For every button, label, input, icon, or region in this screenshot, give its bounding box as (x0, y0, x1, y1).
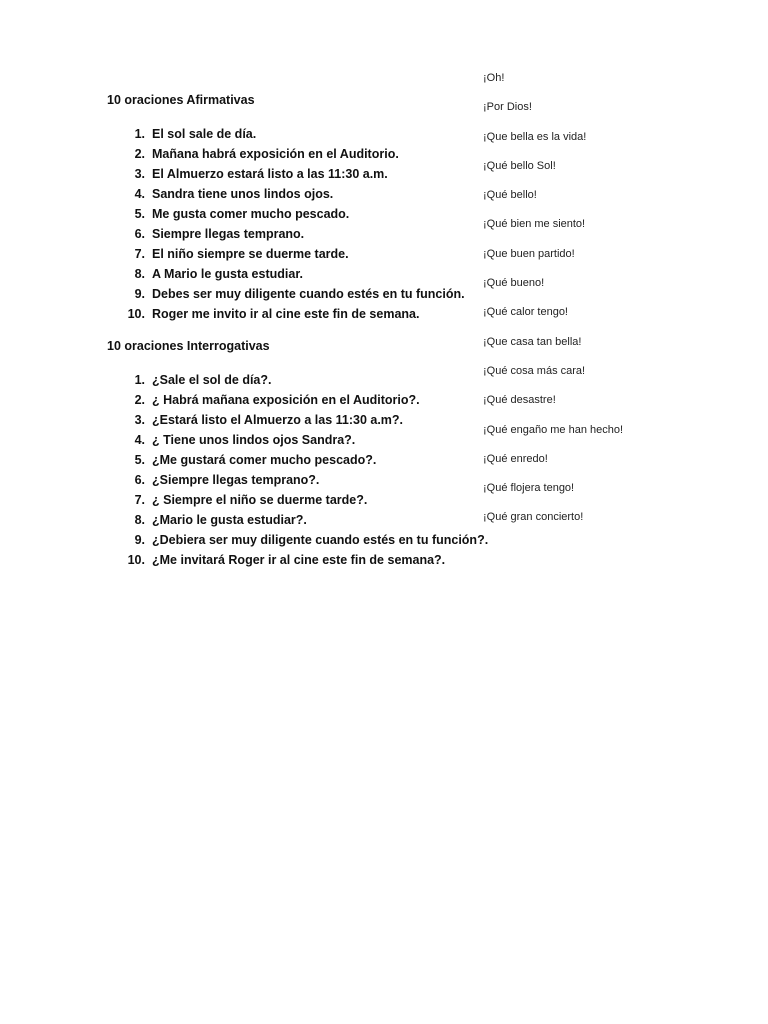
item-text: El niño siempre se duerme tarde. (152, 247, 349, 261)
item-number: 7. (134, 247, 145, 261)
list-item (107, 204, 465, 224)
exclamation-item: ¡Qué gran concierto! (483, 511, 584, 524)
list-item (107, 244, 465, 264)
item-number: 5. (134, 453, 145, 467)
item-number: 2. (134, 393, 145, 407)
item-text: ¿Siempre llegas temprano?. (152, 473, 320, 487)
item-text: ¿ Siempre el niño se duerme tarde?. (152, 493, 368, 507)
item-text: ¿Mario le gusta estudiar?. (152, 513, 307, 527)
exclamation-item: ¡Oh! (483, 72, 505, 84)
item-text: ¿ Habrá mañana exposición en el Auditorio?. (152, 393, 420, 407)
list-exclamativas (483, 66, 623, 535)
item-number: 4. (134, 187, 145, 201)
item-text: ¿Debiera ser muy diligente cuando estés en tu función?. (152, 533, 489, 547)
list-item (107, 144, 465, 164)
list-item (107, 164, 465, 184)
item-number: 8. (134, 513, 145, 527)
item-text: ¿ Tiene unos lindos ojos Sandra?. (152, 433, 356, 447)
list-item (107, 264, 465, 284)
exclamation-item: ¡Qué flojera tengo! (483, 482, 575, 495)
item-text: ¿Sale el sol de día?. (152, 373, 272, 387)
list-item (107, 390, 488, 410)
item-number: 3. (134, 413, 145, 427)
item-number: 4. (134, 433, 145, 447)
item-text: El Almuerzo estará listo a las 11:30 a.m. (152, 167, 388, 181)
item-number: 9. (134, 287, 145, 301)
item-text: ¿Me invitará Roger ir al cine este fin de semana?. (152, 553, 446, 567)
heading-afirmativas: 10 oraciones Afirmativas (107, 93, 255, 107)
exclamation-item: ¡Qué bueno! (483, 277, 545, 290)
exclamation-item: ¡Qué engaño me han hecho! (483, 423, 624, 436)
item-number: 6. (134, 473, 145, 487)
list-item (107, 470, 488, 490)
item-text: Me gusta comer mucho pescado. (152, 207, 350, 221)
item-number: 1. (134, 373, 145, 387)
exclamation-item: ¡Por Dios! (483, 101, 532, 114)
item-number: 3. (134, 167, 145, 181)
item-text: ¿Me gustará comer mucho pescado?. (152, 453, 377, 467)
item-text: Debes ser muy diligente cuando estés en tu función. (152, 287, 465, 301)
list-item (107, 304, 465, 324)
list-item (107, 430, 488, 450)
exclamation-item: ¡Qué bello! (483, 189, 537, 202)
item-number: 2. (134, 147, 145, 161)
exclamation-item: ¡Que buen partido! (483, 247, 575, 260)
list-item (107, 510, 488, 530)
list-item (107, 284, 465, 304)
list-item (107, 124, 465, 144)
item-number: 5. (134, 207, 145, 221)
item-number: 8. (134, 267, 145, 281)
list-item (107, 410, 488, 430)
list-interrogativas (107, 370, 488, 570)
exclamation-item: ¡Qué desastre! (483, 394, 556, 407)
item-number: 7. (134, 493, 145, 507)
item-text: ¿Estará listo el Almuerzo a las 11:30 a.m?. (152, 413, 404, 427)
exclamation-item: ¡Que bella es la vida! (483, 130, 587, 143)
list-item (107, 450, 488, 470)
item-text: El sol sale de día. (152, 127, 257, 141)
exclamation-item: ¡Qué bien me siento! (483, 218, 586, 231)
item-number: 10. (127, 307, 145, 321)
list-item (107, 490, 488, 510)
item-text: Sandra tiene unos lindos ojos. (152, 187, 334, 201)
item-number: 9. (134, 533, 145, 547)
list-item (107, 184, 465, 204)
item-text: Siempre llegas temprano. (152, 227, 305, 241)
exclamation-item: ¡Qué enredo! (483, 452, 548, 465)
exclamation-item: ¡Que casa tan bella! (483, 335, 582, 348)
list-item (107, 530, 488, 550)
exclamation-item: ¡Qué calor tengo! (483, 306, 568, 319)
list-afirmativas (107, 124, 465, 324)
list-item (107, 370, 488, 390)
item-number: 1. (134, 127, 145, 141)
item-text: Mañana habrá exposición en el Auditorio. (152, 147, 399, 161)
item-text: A Mario le gusta estudiar. (152, 267, 303, 281)
item-number: 6. (134, 227, 145, 241)
list-item (107, 224, 465, 244)
list-item (107, 550, 488, 570)
exclamation-item: ¡Qué bello Sol! (483, 159, 556, 172)
heading-interrogativas: 10 oraciones Interrogativas (107, 339, 270, 353)
exclamation-item: ¡Qué cosa más cara! (483, 364, 586, 377)
item-number: 10. (127, 553, 145, 567)
item-text: Roger me invito ir al cine este fin de semana. (152, 307, 420, 321)
